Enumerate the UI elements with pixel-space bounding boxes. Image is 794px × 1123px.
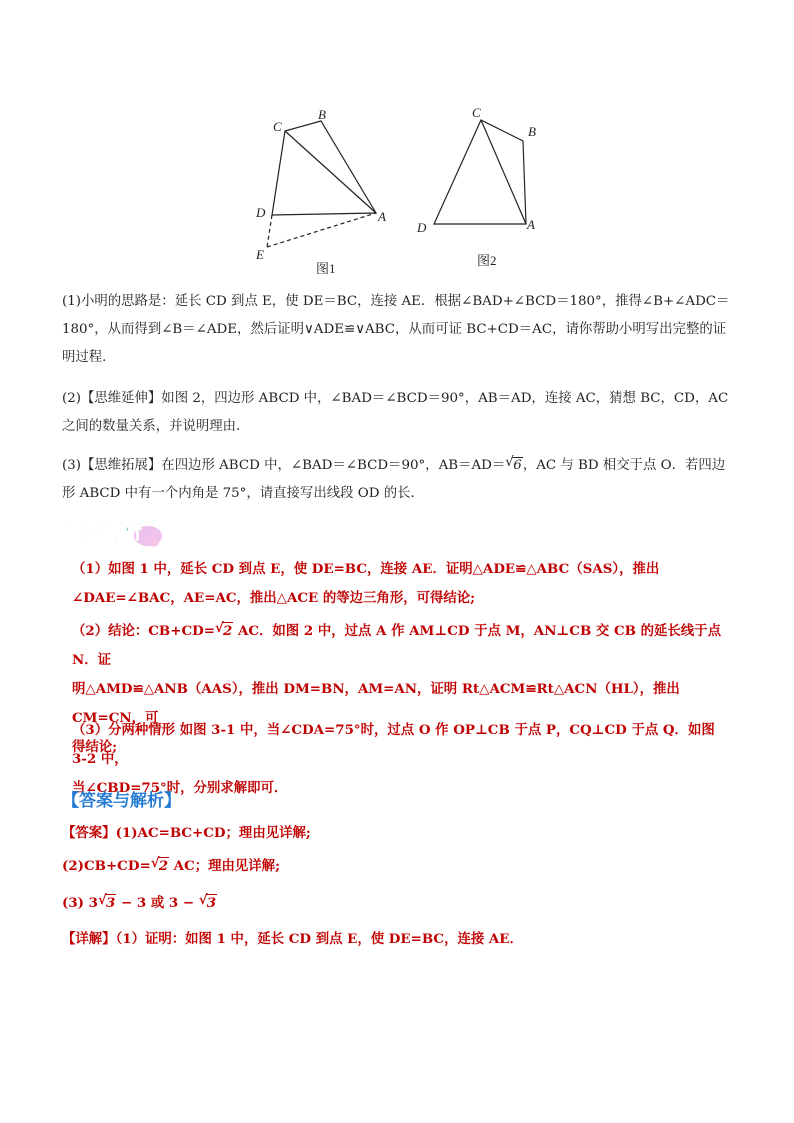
detail-label: 【详解】 — [62, 931, 116, 947]
answer-2-b: AC；理由见详解; — [169, 858, 281, 874]
a3-line-2: 当∠CBD=75°时，分别求解即可． — [72, 780, 288, 796]
q1-line-3: 明过程． — [62, 350, 116, 365]
answer-2-a: (2)CB+CD= — [62, 858, 151, 874]
a2-line-3: 得结论; — [72, 739, 118, 755]
fig2-label-a: A — [527, 217, 535, 232]
answer-3-b: − 3 或 3 − — [116, 895, 199, 911]
sqrt-3-a: √ 3 — [97, 892, 116, 911]
answer-line-3 — [62, 892, 722, 914]
a2-text-a: （2）结论：CB+CD= — [72, 623, 215, 639]
q3-text-b: ，AC 与 BD 相交于点 O．若四边 — [522, 458, 726, 473]
answer-label: 【答案】 — [62, 825, 116, 841]
answer-section-title: 【答案与解析】 — [62, 791, 181, 811]
sqrt-3-b: √ 3 — [198, 892, 217, 911]
q3-text-a: (3)【思维拓展】在四边形 ABCD 中，∠BAD＝∠BCD＝90°，AB＝AD＝ — [62, 458, 506, 473]
figures-area — [0, 0, 794, 290]
fig1-diagonal-ca — [285, 131, 376, 213]
fig2-caption: 图2 — [477, 253, 497, 268]
q1-line-1: (1)小明的思路是：延长 CD 到点 E，使 DE＝BC，连接 AE．根据∠BAD+∠BCD＝180°，推得∠B+∠ADC＝ — [62, 294, 730, 309]
analysis-badge — [62, 514, 172, 550]
a2-line-2: 明△AMD≌△ANB（AAS），推出 DM=BN，AM=AN，证明 Rt△ACM≌Rt△ACN（HL），推出 CM=CN，可 — [72, 681, 680, 726]
sqrt-6: √ 6 — [505, 455, 522, 473]
answer-3-a: (3) 3 — [62, 895, 98, 911]
fig1-dashed-ea — [267, 213, 376, 247]
q3-line-2: 形 ABCD 中有一个内角是 75°，请直接写出线段 OD 的长． — [62, 486, 424, 501]
a3-line-1: （3）分两种情形 如图 3-1 中，当∠CDA=75°时，过点 O 作 OP⊥CB 于点 P，CQ⊥CD 于点 Q．如图 3-2 中， — [72, 722, 715, 767]
fig1-label-e: E — [256, 247, 264, 262]
fig2-label-c: C — [472, 105, 481, 120]
q2-line-2: 之间的数量关系，并说明理由． — [62, 419, 250, 434]
badge-graphic — [62, 514, 172, 550]
figure-2 — [434, 120, 526, 224]
fig1-label-a: A — [378, 209, 386, 224]
question-1 — [62, 288, 732, 372]
badge-text: 思路分析 — [66, 521, 143, 543]
answer-line-1 — [62, 822, 722, 844]
fig1-caption: 图1 — [316, 261, 336, 276]
fig2-quadrilateral — [434, 120, 526, 224]
fig2-diagonal-ca — [481, 120, 526, 224]
fig2-label-b: B — [528, 124, 536, 139]
fig1-label-c: C — [273, 119, 282, 134]
a1-line-2: ∠DAE=∠BAC，AE=AC，推出△ACE 的等边三角形，可得结论; — [72, 590, 476, 606]
q3-line-1 — [62, 452, 732, 480]
q1-line-2: 180°，从而得到∠B＝∠ADE，然后证明∨ADE≌∨ABC，从而可证 BC+CD＝AC，请你帮助小明写出完整的证 — [62, 322, 727, 337]
answer-line-2 — [62, 855, 722, 877]
fig1-label-b: B — [318, 107, 326, 122]
question-3 — [62, 452, 732, 508]
answer-1: (1)AC=BC+CD；理由见详解; — [115, 825, 311, 841]
geometry-figures — [0, 0, 794, 290]
fig2-label-d: D — [417, 220, 427, 235]
fig1-quadrilateral — [272, 121, 376, 215]
sqrt-2: √ 2 — [214, 620, 233, 639]
analysis-1 — [72, 555, 732, 613]
question-2 — [62, 385, 732, 441]
fig1-label-d: D — [256, 205, 266, 220]
a1-line-1: （1）如图 1 中，延长 CD 到点 E，使 DE=BC，连接 AE．证明△ADE≌△ABC（SAS），推出 — [72, 561, 660, 577]
figure-1 — [267, 121, 376, 247]
a2-text-b: AC．如图 2 中，过点 A 作 AM⊥CD 于点 M，AN⊥CB 交 CB 的延长线于点 N．证 — [72, 623, 721, 668]
fig1-dashed-de — [267, 215, 272, 247]
detail-text: （1）证明：如图 1 中，延长 CD 到点 E，使 DE=BC，连接 AE． — [115, 931, 523, 947]
sqrt-2-answer: √ 2 — [150, 855, 169, 874]
detail-line — [62, 928, 722, 950]
q2-line-1: (2)【思维延伸】如图 2，四边形 ABCD 中，∠BAD＝∠BCD＝90°，AB＝AD，连接 AC，猜想 BC，CD，AC — [62, 391, 729, 406]
a2-line-1 — [72, 617, 732, 675]
